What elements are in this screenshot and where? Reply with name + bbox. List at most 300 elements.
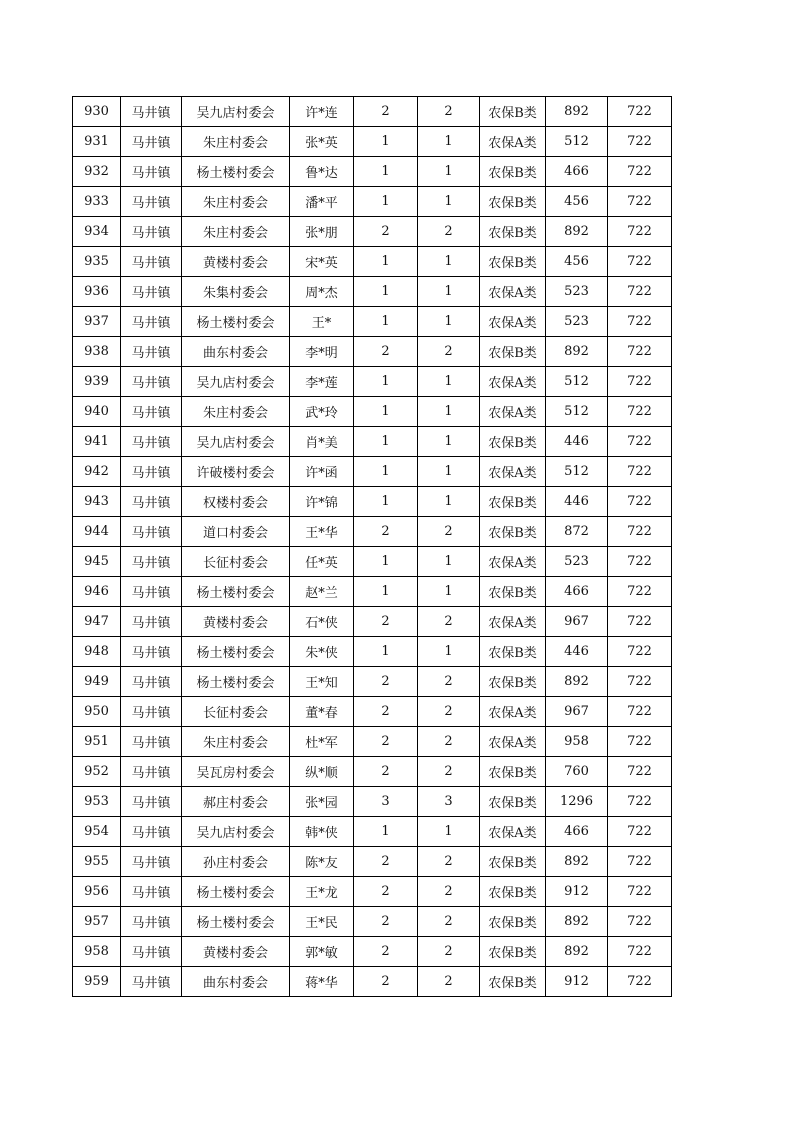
cell-name: 王*民 <box>290 907 354 937</box>
cell-amount: 523 <box>546 307 608 337</box>
cell-serial: 940 <box>73 397 121 427</box>
cell-count-b: 2 <box>418 967 480 997</box>
cell-standard: 722 <box>608 97 672 127</box>
cell-serial: 933 <box>73 187 121 217</box>
cell-category: 农保B类 <box>480 787 546 817</box>
cell-village: 权楼村委会 <box>182 487 290 517</box>
cell-serial: 935 <box>73 247 121 277</box>
table-row <box>73 787 672 817</box>
cell-standard: 722 <box>608 367 672 397</box>
cell-count-b: 1 <box>418 547 480 577</box>
cell-category: 农保B类 <box>480 637 546 667</box>
cell-amount: 892 <box>546 337 608 367</box>
cell-village: 黄楼村委会 <box>182 937 290 967</box>
cell-standard: 722 <box>608 217 672 247</box>
cell-category: 农保A类 <box>480 727 546 757</box>
cell-serial: 946 <box>73 577 121 607</box>
table-row <box>73 877 672 907</box>
cell-amount: 466 <box>546 577 608 607</box>
cell-amount: 446 <box>546 487 608 517</box>
table-row <box>73 637 672 667</box>
cell-name: 郭*敏 <box>290 937 354 967</box>
cell-standard: 722 <box>608 577 672 607</box>
cell-standard: 722 <box>608 397 672 427</box>
table-row <box>73 397 672 427</box>
cell-amount: 892 <box>546 217 608 247</box>
cell-amount: 892 <box>546 847 608 877</box>
cell-serial: 943 <box>73 487 121 517</box>
cell-town: 马井镇 <box>121 97 182 127</box>
cell-village: 杨土楼村委会 <box>182 637 290 667</box>
cell-category: 农保B类 <box>480 877 546 907</box>
cell-serial: 951 <box>73 727 121 757</box>
cell-category: 农保B类 <box>480 157 546 187</box>
cell-standard: 722 <box>608 277 672 307</box>
cell-town: 马井镇 <box>121 727 182 757</box>
cell-village: 吴九店村委会 <box>182 367 290 397</box>
cell-serial: 930 <box>73 97 121 127</box>
cell-count-b: 2 <box>418 97 480 127</box>
cell-count-b: 1 <box>418 157 480 187</box>
cell-village: 黄楼村委会 <box>182 247 290 277</box>
cell-village: 长征村委会 <box>182 697 290 727</box>
cell-amount: 872 <box>546 517 608 547</box>
cell-amount: 446 <box>546 427 608 457</box>
cell-village: 朱庄村委会 <box>182 217 290 247</box>
cell-count-b: 2 <box>418 517 480 547</box>
cell-standard: 722 <box>608 637 672 667</box>
cell-count-a: 1 <box>354 367 418 397</box>
cell-name: 王*龙 <box>290 877 354 907</box>
cell-town: 马井镇 <box>121 877 182 907</box>
cell-count-b: 1 <box>418 127 480 157</box>
table-row <box>73 697 672 727</box>
cell-name: 武*玲 <box>290 397 354 427</box>
cell-count-b: 2 <box>418 847 480 877</box>
cell-standard: 722 <box>608 727 672 757</box>
cell-amount: 912 <box>546 877 608 907</box>
cell-town: 马井镇 <box>121 427 182 457</box>
table-row <box>73 937 672 967</box>
cell-standard: 722 <box>608 517 672 547</box>
cell-name: 张*朋 <box>290 217 354 247</box>
cell-standard: 722 <box>608 457 672 487</box>
cell-category: 农保A类 <box>480 547 546 577</box>
cell-standard: 722 <box>608 757 672 787</box>
cell-count-a: 1 <box>354 247 418 277</box>
cell-serial: 959 <box>73 967 121 997</box>
cell-village: 朱集村委会 <box>182 277 290 307</box>
table-row <box>73 517 672 547</box>
cell-category: 农保A类 <box>480 697 546 727</box>
cell-count-b: 2 <box>418 727 480 757</box>
cell-category: 农保B类 <box>480 937 546 967</box>
cell-serial: 934 <box>73 217 121 247</box>
cell-village: 朱庄村委会 <box>182 127 290 157</box>
cell-amount: 892 <box>546 97 608 127</box>
cell-count-b: 2 <box>418 907 480 937</box>
cell-village: 黄楼村委会 <box>182 607 290 637</box>
cell-serial: 949 <box>73 667 121 697</box>
cell-count-a: 2 <box>354 517 418 547</box>
cell-standard: 722 <box>608 427 672 457</box>
cell-category: 农保B类 <box>480 967 546 997</box>
cell-count-b: 2 <box>418 667 480 697</box>
cell-count-a: 2 <box>354 877 418 907</box>
cell-serial: 931 <box>73 127 121 157</box>
cell-serial: 950 <box>73 697 121 727</box>
cell-standard: 722 <box>608 937 672 967</box>
cell-serial: 947 <box>73 607 121 637</box>
cell-serial: 932 <box>73 157 121 187</box>
cell-count-a: 1 <box>354 457 418 487</box>
table-row <box>73 847 672 877</box>
table-row <box>73 667 672 697</box>
cell-name: 宋*英 <box>290 247 354 277</box>
cell-town: 马井镇 <box>121 547 182 577</box>
cell-count-b: 1 <box>418 427 480 457</box>
cell-count-b: 1 <box>418 577 480 607</box>
records-table-body <box>73 97 672 997</box>
cell-standard: 722 <box>608 127 672 157</box>
cell-amount: 1296 <box>546 787 608 817</box>
cell-amount: 456 <box>546 247 608 277</box>
cell-serial: 955 <box>73 847 121 877</box>
cell-count-b: 1 <box>418 307 480 337</box>
cell-name: 肖*美 <box>290 427 354 457</box>
cell-count-a: 2 <box>354 337 418 367</box>
cell-town: 马井镇 <box>121 967 182 997</box>
cell-name: 张*英 <box>290 127 354 157</box>
cell-count-b: 1 <box>418 637 480 667</box>
cell-amount: 967 <box>546 607 608 637</box>
cell-amount: 512 <box>546 367 608 397</box>
cell-standard: 722 <box>608 787 672 817</box>
cell-town: 马井镇 <box>121 817 182 847</box>
cell-amount: 892 <box>546 667 608 697</box>
cell-name: 李*明 <box>290 337 354 367</box>
cell-category: 农保A类 <box>480 817 546 847</box>
cell-count-a: 2 <box>354 217 418 247</box>
cell-count-b: 1 <box>418 367 480 397</box>
cell-serial: 956 <box>73 877 121 907</box>
cell-standard: 722 <box>608 847 672 877</box>
cell-serial: 954 <box>73 817 121 847</box>
cell-count-b: 1 <box>418 247 480 277</box>
cell-serial: 936 <box>73 277 121 307</box>
cell-name: 王* <box>290 307 354 337</box>
cell-standard: 722 <box>608 337 672 367</box>
cell-count-a: 2 <box>354 847 418 877</box>
cell-serial: 941 <box>73 427 121 457</box>
cell-village: 杨土楼村委会 <box>182 157 290 187</box>
cell-category: 农保B类 <box>480 667 546 697</box>
cell-category: 农保B类 <box>480 217 546 247</box>
table-row <box>73 307 672 337</box>
table-row <box>73 337 672 367</box>
cell-serial: 939 <box>73 367 121 397</box>
cell-amount: 892 <box>546 907 608 937</box>
cell-village: 曲东村委会 <box>182 337 290 367</box>
cell-name: 王*华 <box>290 517 354 547</box>
cell-count-a: 1 <box>354 487 418 517</box>
cell-town: 马井镇 <box>121 307 182 337</box>
cell-standard: 722 <box>608 907 672 937</box>
cell-count-a: 1 <box>354 427 418 457</box>
cell-count-a: 2 <box>354 937 418 967</box>
table-row <box>73 427 672 457</box>
cell-name: 赵*兰 <box>290 577 354 607</box>
cell-count-a: 2 <box>354 667 418 697</box>
cell-town: 马井镇 <box>121 607 182 637</box>
cell-category: 农保B类 <box>480 577 546 607</box>
cell-standard: 722 <box>608 697 672 727</box>
cell-town: 马井镇 <box>121 757 182 787</box>
cell-count-a: 1 <box>354 307 418 337</box>
records-table <box>72 96 672 997</box>
cell-count-b: 2 <box>418 937 480 967</box>
cell-serial: 957 <box>73 907 121 937</box>
table-row <box>73 187 672 217</box>
cell-count-b: 1 <box>418 487 480 517</box>
cell-name: 朱*侠 <box>290 637 354 667</box>
cell-count-b: 2 <box>418 337 480 367</box>
cell-standard: 722 <box>608 817 672 847</box>
cell-standard: 722 <box>608 547 672 577</box>
cell-name: 李*莲 <box>290 367 354 397</box>
cell-standard: 722 <box>608 247 672 277</box>
cell-serial: 952 <box>73 757 121 787</box>
cell-village: 杨土楼村委会 <box>182 307 290 337</box>
cell-village: 朱庄村委会 <box>182 187 290 217</box>
cell-count-a: 1 <box>354 817 418 847</box>
cell-category: 农保B类 <box>480 847 546 877</box>
table-row <box>73 817 672 847</box>
cell-count-b: 2 <box>418 217 480 247</box>
cell-village: 曲东村委会 <box>182 967 290 997</box>
cell-category: 农保A类 <box>480 127 546 157</box>
table-row <box>73 967 672 997</box>
cell-name: 蒋*华 <box>290 967 354 997</box>
cell-count-b: 1 <box>418 397 480 427</box>
cell-town: 马井镇 <box>121 577 182 607</box>
cell-category: 农保B类 <box>480 907 546 937</box>
cell-standard: 722 <box>608 157 672 187</box>
cell-name: 许*连 <box>290 97 354 127</box>
cell-name: 王*知 <box>290 667 354 697</box>
cell-town: 马井镇 <box>121 187 182 217</box>
cell-village: 杨土楼村委会 <box>182 577 290 607</box>
cell-town: 马井镇 <box>121 337 182 367</box>
cell-count-a: 2 <box>354 697 418 727</box>
cell-name: 韩*侠 <box>290 817 354 847</box>
cell-town: 马井镇 <box>121 127 182 157</box>
cell-amount: 912 <box>546 967 608 997</box>
cell-town: 马井镇 <box>121 517 182 547</box>
table-row <box>73 97 672 127</box>
cell-count-a: 1 <box>354 277 418 307</box>
cell-category: 农保B类 <box>480 487 546 517</box>
cell-village: 许破楼村委会 <box>182 457 290 487</box>
cell-village: 孙庄村委会 <box>182 847 290 877</box>
cell-village: 长征村委会 <box>182 547 290 577</box>
cell-count-a: 1 <box>354 547 418 577</box>
cell-category: 农保A类 <box>480 607 546 637</box>
cell-count-a: 2 <box>354 97 418 127</box>
cell-village: 杨土楼村委会 <box>182 907 290 937</box>
cell-count-a: 1 <box>354 397 418 427</box>
cell-town: 马井镇 <box>121 937 182 967</box>
cell-serial: 945 <box>73 547 121 577</box>
table-row <box>73 127 672 157</box>
cell-category: 农保A类 <box>480 457 546 487</box>
cell-amount: 523 <box>546 277 608 307</box>
cell-amount: 523 <box>546 547 608 577</box>
cell-village: 朱庄村委会 <box>182 727 290 757</box>
cell-village: 郝庄村委会 <box>182 787 290 817</box>
cell-name: 董*春 <box>290 697 354 727</box>
cell-town: 马井镇 <box>121 157 182 187</box>
cell-category: 农保B类 <box>480 757 546 787</box>
cell-town: 马井镇 <box>121 277 182 307</box>
cell-town: 马井镇 <box>121 907 182 937</box>
cell-village: 吴瓦房村委会 <box>182 757 290 787</box>
table-row <box>73 217 672 247</box>
cell-village: 杨土楼村委会 <box>182 877 290 907</box>
cell-amount: 958 <box>546 727 608 757</box>
cell-standard: 722 <box>608 967 672 997</box>
cell-name: 杜*军 <box>290 727 354 757</box>
cell-count-b: 2 <box>418 877 480 907</box>
cell-name: 任*英 <box>290 547 354 577</box>
cell-town: 马井镇 <box>121 397 182 427</box>
cell-name: 张*园 <box>290 787 354 817</box>
cell-name: 鲁*达 <box>290 157 354 187</box>
cell-amount: 967 <box>546 697 608 727</box>
cell-count-b: 1 <box>418 277 480 307</box>
cell-count-a: 1 <box>354 157 418 187</box>
table-row <box>73 547 672 577</box>
cell-town: 马井镇 <box>121 367 182 397</box>
table-row <box>73 757 672 787</box>
cell-amount: 466 <box>546 157 608 187</box>
cell-count-a: 2 <box>354 727 418 757</box>
cell-category: 农保B类 <box>480 247 546 277</box>
cell-category: 农保A类 <box>480 307 546 337</box>
table-row <box>73 157 672 187</box>
cell-name: 陈*友 <box>290 847 354 877</box>
cell-name: 许*函 <box>290 457 354 487</box>
cell-category: 农保A类 <box>480 277 546 307</box>
cell-amount: 446 <box>546 637 608 667</box>
cell-count-b: 2 <box>418 757 480 787</box>
cell-town: 马井镇 <box>121 667 182 697</box>
cell-town: 马井镇 <box>121 247 182 277</box>
cell-serial: 953 <box>73 787 121 817</box>
cell-town: 马井镇 <box>121 217 182 247</box>
cell-standard: 722 <box>608 667 672 697</box>
cell-count-a: 1 <box>354 637 418 667</box>
cell-count-b: 3 <box>418 787 480 817</box>
cell-standard: 722 <box>608 877 672 907</box>
table-row <box>73 607 672 637</box>
cell-category: 农保B类 <box>480 427 546 457</box>
cell-name: 许*锦 <box>290 487 354 517</box>
cell-category: 农保B类 <box>480 97 546 127</box>
cell-serial: 942 <box>73 457 121 487</box>
cell-standard: 722 <box>608 307 672 337</box>
cell-town: 马井镇 <box>121 847 182 877</box>
cell-count-a: 1 <box>354 187 418 217</box>
cell-count-b: 2 <box>418 697 480 727</box>
cell-amount: 512 <box>546 457 608 487</box>
cell-name: 潘*平 <box>290 187 354 217</box>
cell-serial: 944 <box>73 517 121 547</box>
cell-serial: 938 <box>73 337 121 367</box>
cell-count-b: 1 <box>418 457 480 487</box>
cell-amount: 512 <box>546 397 608 427</box>
cell-village: 吴九店村委会 <box>182 427 290 457</box>
cell-standard: 722 <box>608 187 672 217</box>
cell-name: 石*侠 <box>290 607 354 637</box>
table-row <box>73 367 672 397</box>
cell-category: 农保B类 <box>480 187 546 217</box>
cell-count-a: 2 <box>354 967 418 997</box>
cell-count-a: 2 <box>354 607 418 637</box>
cell-amount: 760 <box>546 757 608 787</box>
cell-amount: 456 <box>546 187 608 217</box>
cell-town: 马井镇 <box>121 487 182 517</box>
cell-count-a: 2 <box>354 907 418 937</box>
cell-serial: 937 <box>73 307 121 337</box>
cell-town: 马井镇 <box>121 637 182 667</box>
cell-count-b: 2 <box>418 607 480 637</box>
cell-village: 吴九店村委会 <box>182 817 290 847</box>
cell-name: 纵*顺 <box>290 757 354 787</box>
cell-amount: 466 <box>546 817 608 847</box>
table-row <box>73 577 672 607</box>
cell-amount: 512 <box>546 127 608 157</box>
cell-village: 杨土楼村委会 <box>182 667 290 697</box>
cell-category: 农保B类 <box>480 337 546 367</box>
cell-category: 农保A类 <box>480 397 546 427</box>
cell-count-a: 1 <box>354 127 418 157</box>
cell-village: 吴九店村委会 <box>182 97 290 127</box>
table-row <box>73 907 672 937</box>
cell-count-a: 1 <box>354 577 418 607</box>
table-row <box>73 277 672 307</box>
cell-amount: 892 <box>546 937 608 967</box>
cell-standard: 722 <box>608 487 672 517</box>
table-row <box>73 457 672 487</box>
cell-standard: 722 <box>608 607 672 637</box>
cell-category: 农保B类 <box>480 517 546 547</box>
cell-count-a: 2 <box>354 757 418 787</box>
cell-town: 马井镇 <box>121 697 182 727</box>
cell-count-a: 3 <box>354 787 418 817</box>
cell-serial: 958 <box>73 937 121 967</box>
cell-serial: 948 <box>73 637 121 667</box>
cell-category: 农保A类 <box>480 367 546 397</box>
cell-count-b: 1 <box>418 817 480 847</box>
cell-village: 朱庄村委会 <box>182 397 290 427</box>
cell-count-b: 1 <box>418 187 480 217</box>
cell-name: 周*杰 <box>290 277 354 307</box>
cell-town: 马井镇 <box>121 457 182 487</box>
table-row <box>73 727 672 757</box>
cell-village: 道口村委会 <box>182 517 290 547</box>
cell-town: 马井镇 <box>121 787 182 817</box>
